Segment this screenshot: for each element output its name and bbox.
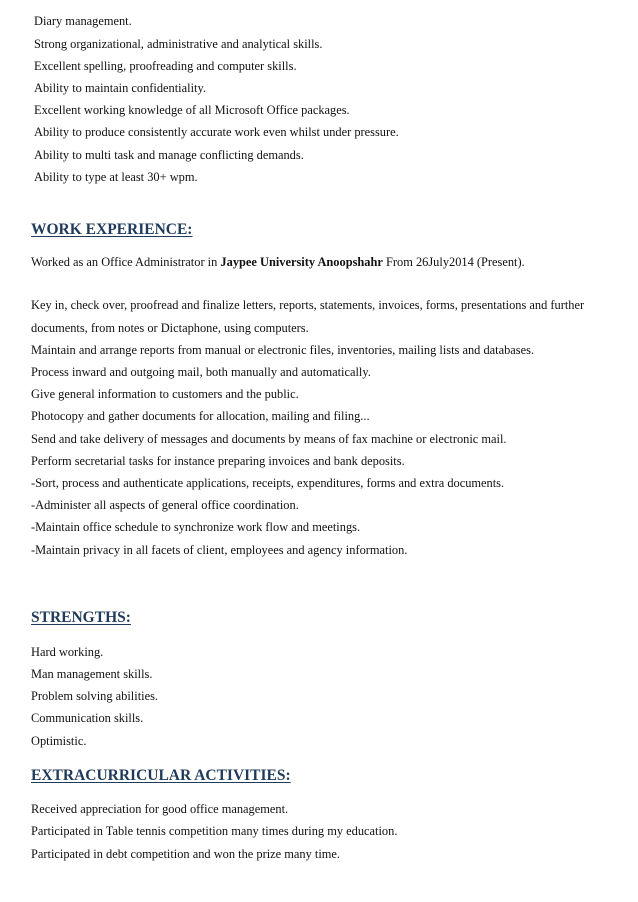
duty-line: Maintain and arrange reports from manual or electronic files, inventories, mailing lists and databases.: [31, 343, 535, 357]
duty-line: -Maintain privacy in all facets of client, employees and agency information.: [31, 543, 408, 557]
employer-name: Jaypee University Anoopshahr: [220, 255, 383, 269]
duty-line: Photocopy and gather documents for allocation, mailing and filing...: [31, 409, 370, 423]
activity-item: Participated in Table tennis competition many times during my education.: [31, 824, 398, 838]
strength-item: Communication skills.: [31, 711, 144, 725]
intro-prefix: Worked as an Office Administrator in: [31, 255, 218, 269]
duty-line: -Administer all aspects of general office coordination.: [31, 498, 299, 512]
skill-item: Ability to maintain confidentiality.: [34, 81, 206, 95]
work-experience-heading: WORK EXPERIENCE:: [31, 221, 193, 238]
strength-item: Optimistic.: [31, 734, 87, 748]
duty-line: Key in, check over, proofread and finalize letters, reports, statements, invoices, forms, presentations and further: [31, 298, 585, 312]
activity-item: Received appreciation for good office management.: [31, 802, 289, 816]
duty-line: Give general information to customers and the public.: [31, 387, 299, 401]
skill-item: Excellent spelling, proofreading and computer skills.: [34, 59, 297, 73]
skill-item: Ability to type at least 30+ wpm.: [34, 170, 198, 184]
duty-line: Perform secretarial tasks for instance preparing invoices and bank deposits.: [31, 454, 405, 468]
work-experience-intro: [31, 254, 525, 270]
duty-line: Send and take delivery of messages and documents by means of fax machine or electronic mail.: [31, 432, 507, 446]
intro-suffix: From 26July2014 (Present).: [386, 255, 525, 269]
duty-line: Process inward and outgoing mail, both manually and automatically.: [31, 365, 371, 379]
strengths-heading: STRENGTHS:: [31, 609, 131, 626]
strength-item: Problem solving abilities.: [31, 689, 158, 703]
activity-item: Participated in debt competition and won the prize many time.: [31, 847, 340, 861]
strength-item: Man management skills.: [31, 667, 153, 681]
skill-item: Diary management.: [34, 14, 132, 28]
skill-item: Excellent working knowledge of all Microsoft Office packages.: [34, 103, 350, 117]
skill-item: Strong organizational, administrative and analytical skills.: [34, 37, 323, 51]
strength-item: Hard working.: [31, 645, 104, 659]
skill-item: Ability to produce consistently accurate work even whilst under pressure.: [34, 125, 399, 139]
skill-item: Ability to multi task and manage conflicting demands.: [34, 148, 304, 162]
duty-line: -Sort, process and authenticate applications, receipts, expenditures, forms and extra documents.: [31, 476, 505, 490]
extracurricular-heading: EXTRACURRICULAR ACTIVITIES:: [31, 767, 291, 784]
duty-line: -Maintain office schedule to synchronize work flow and meetings.: [31, 520, 361, 534]
duty-line: documents, from notes or Dictaphone, using computers.: [31, 321, 309, 335]
